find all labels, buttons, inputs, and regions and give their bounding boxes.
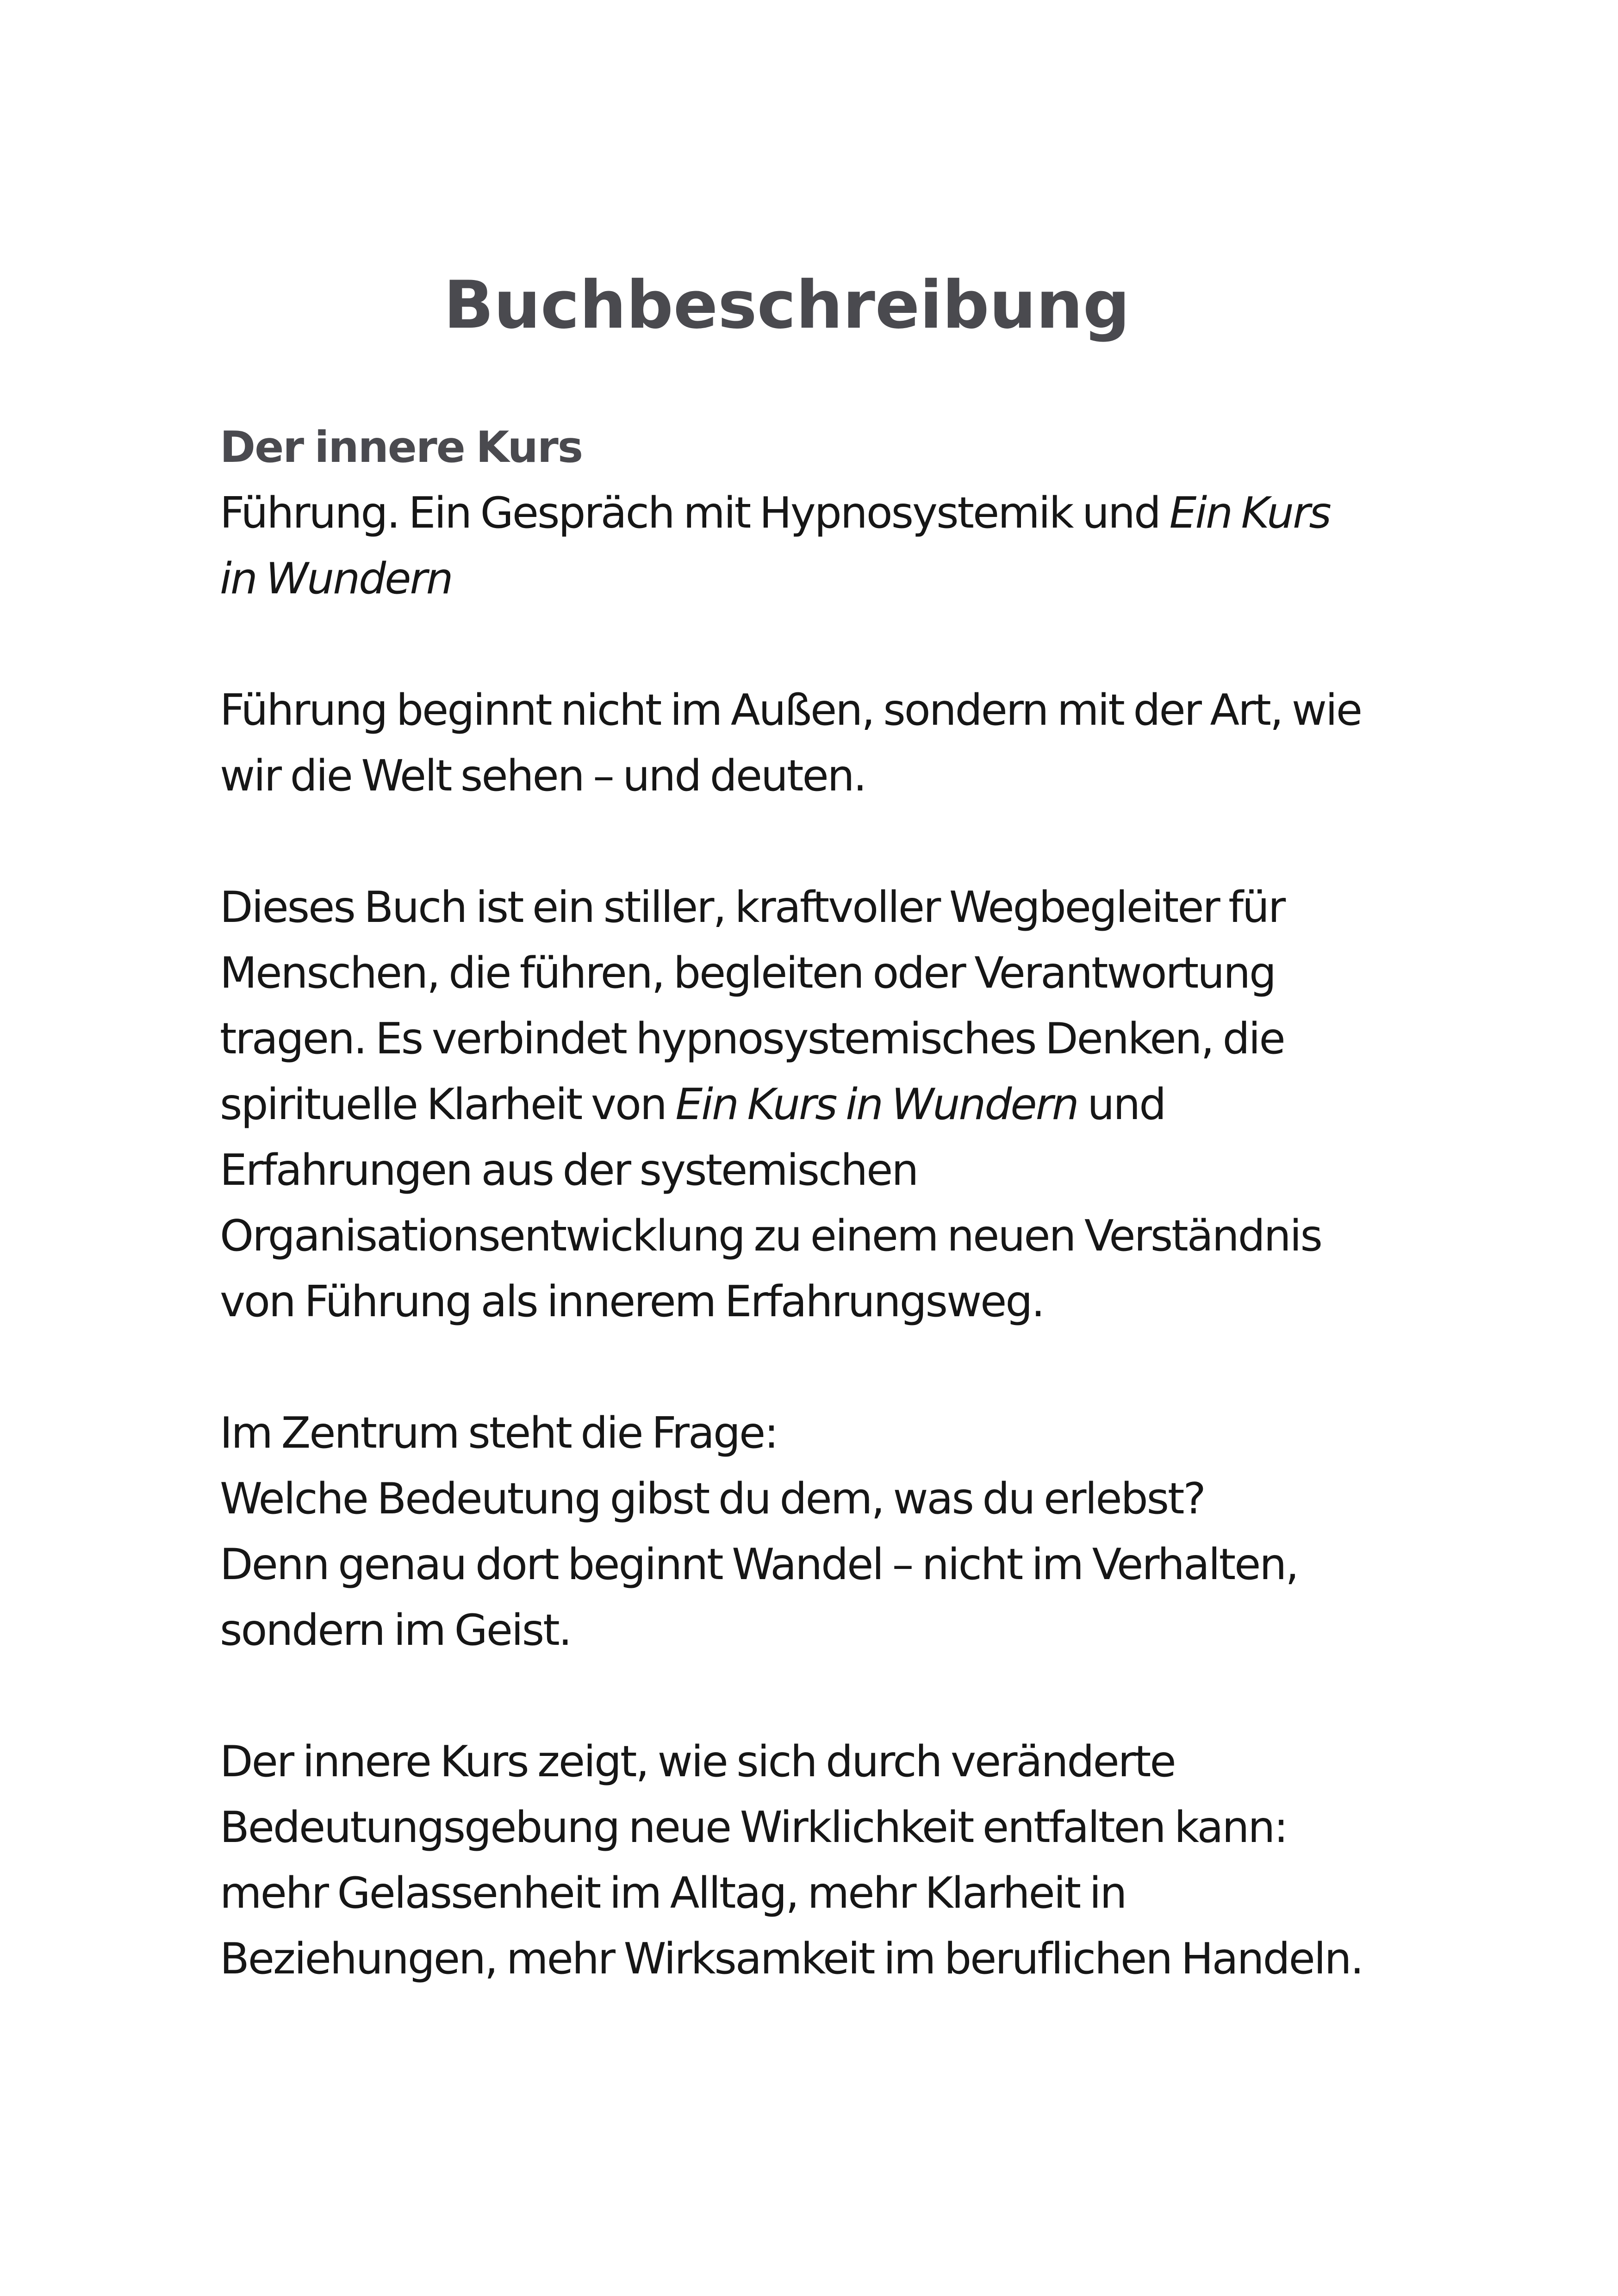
- page-title: Buchbeschreibung: [443, 267, 1130, 343]
- paragraph-line: wir die Welt sehen – und deuten.: [220, 751, 866, 801]
- paragraph-about-book: [220, 874, 1377, 1334]
- paragraph-line: Dieses Buch ist ein stiller, kraftvoller Wegbegleiter für: [220, 882, 1285, 932]
- book-description: [220, 414, 1377, 1991]
- paragraph-line: Bedeutungsgebung neue Wirklichkeit entfalten kann:: [220, 1802, 1287, 1852]
- subtitle-italic-title: Ein Kurs: [1169, 488, 1330, 538]
- paragraph-gap: [220, 611, 1377, 677]
- subtitle-text: Führung. Ein Gespräch mit Hypnosystemik und: [220, 488, 1160, 538]
- paragraph-line: von Führung als innerem Erfahrungsweg.: [220, 1276, 1044, 1326]
- paragraph-gap: [220, 809, 1377, 874]
- paragraph-outcome: [220, 1729, 1377, 1991]
- paragraph-line: [220, 1071, 1377, 1137]
- paragraph-gap: [220, 1663, 1377, 1729]
- paragraph-line: Menschen, die führen, begleiten oder Verantwortung: [220, 948, 1276, 998]
- paragraph-text: spirituelle Klarheit von: [220, 1079, 666, 1129]
- paragraph-intro: [220, 677, 1377, 809]
- paragraph-gap: [220, 1334, 1377, 1400]
- paragraph-line: Beziehungen, mehr Wirksamkeit im beruflichen Handeln.: [220, 1934, 1363, 1984]
- paragraph-line: Erfahrungen aus der systemischen: [220, 1145, 918, 1195]
- subtitle-line-2: in Wundern: [220, 554, 452, 604]
- paragraph-line: Denn genau dort beginnt Wandel – nicht im Verhalten,: [220, 1539, 1298, 1589]
- paragraph-text: und: [1087, 1079, 1165, 1129]
- book-title: Der innere Kurs: [220, 422, 583, 472]
- subtitle-line-1: [220, 480, 1377, 546]
- paragraph-line: Führung beginnt nicht im Außen, sondern mit der Art, wie: [220, 685, 1362, 735]
- paragraph-line: Der innere Kurs zeigt, wie sich durch veränderte: [220, 1736, 1175, 1786]
- paragraph-line: Welche Bedeutung gibst du dem, was du erlebst?: [220, 1474, 1205, 1524]
- paragraph-central-question: [220, 1400, 1377, 1663]
- paragraph-line: mehr Gelassenheit im Alltag, mehr Klarheit in: [220, 1868, 1126, 1918]
- paragraph-line: Im Zentrum steht die Frage:: [220, 1408, 778, 1458]
- paragraph-line: tragen. Es verbindet hypnosystemisches Denken, die: [220, 1014, 1284, 1064]
- italic-book-reference: Ein Kurs in Wundern: [675, 1079, 1078, 1129]
- paragraph-line: Organisationsentwicklung zu einem neuen Verständnis: [220, 1211, 1321, 1261]
- paragraph-line: sondern im Geist.: [220, 1605, 571, 1655]
